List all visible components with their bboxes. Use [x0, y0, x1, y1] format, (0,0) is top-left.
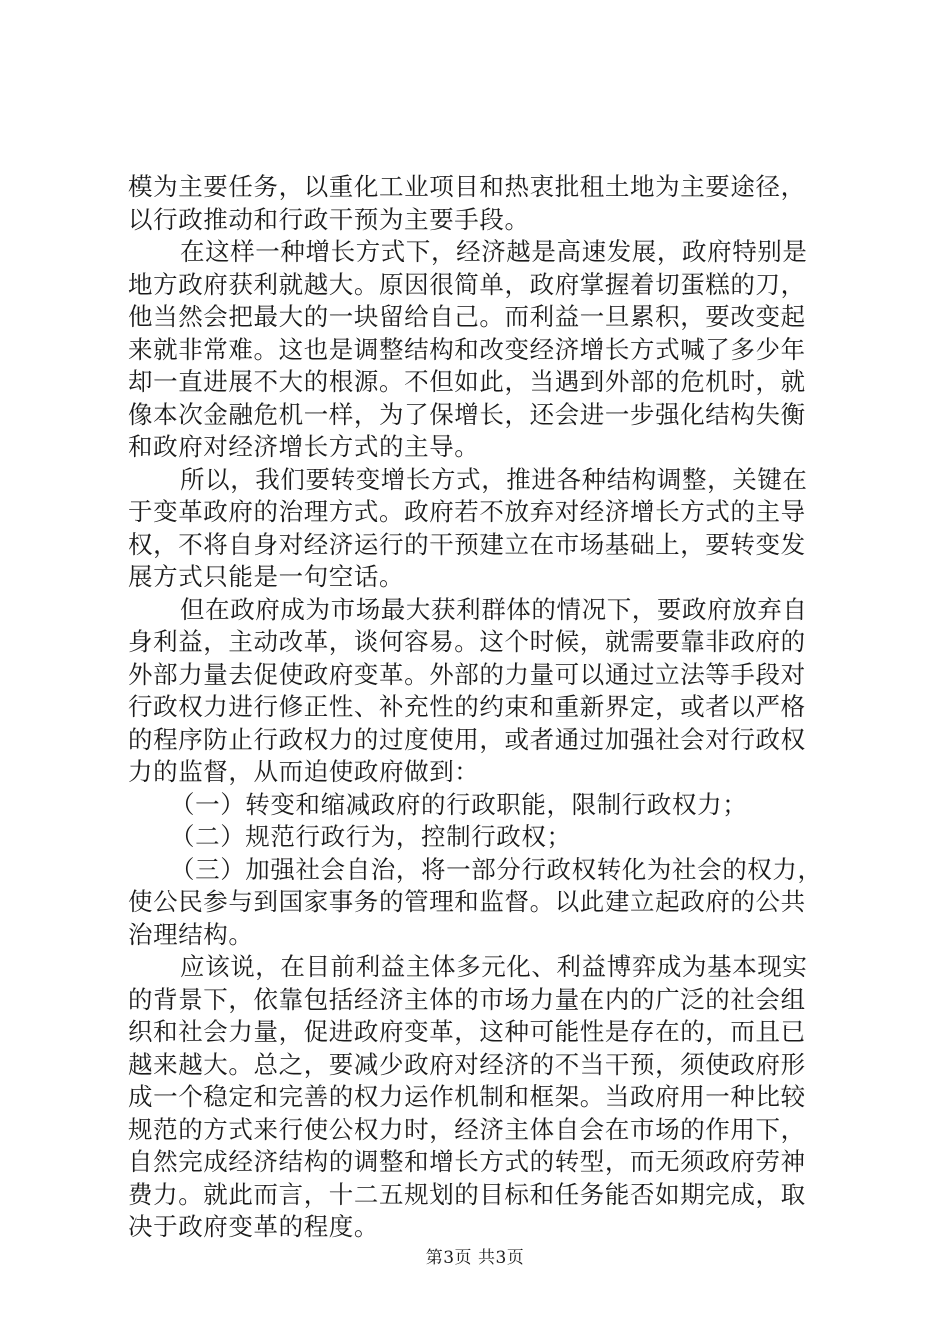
text-line: 却一直进展不大的根源。不但如此，当遇到外部的危机时，就 — [128, 367, 806, 396]
text-line: 使公民参与到国家事务的管理和监督。以此建立起政府的公共 — [128, 887, 806, 916]
list-item: （三）加强社会自治，将一部分行政权转化为社会的权力， — [170, 854, 823, 884]
text-line: 行政权力进行修正性、补充性的约束和重新界定，或者以严格 — [128, 692, 806, 721]
paragraph-first-line: 应该说，在目前利益主体多元化、利益博弈成为基本现实 — [180, 952, 808, 981]
text-line: 外部力量去促使政府变革。外部的力量可以通过立法等手段对 — [128, 659, 806, 689]
text-line: 身利益，主动改革，谈何容易。这个时候，就需要靠非政府的 — [128, 627, 806, 656]
text-line: 模为主要任务，以重化工业项目和热衷批租土地为主要途径， — [128, 172, 806, 201]
text-line: 决于政府变革的程度。 — [128, 1212, 379, 1241]
text-line: 权，不将自身对经济运行的干预建立在市场基础上，要转变发 — [128, 529, 806, 559]
text-line: 的背景下，依靠包括经济主体的市场力量在内的广泛的社会组 — [128, 984, 806, 1014]
text-line: 的程序防止行政权力的过度使用，或者通过加强社会对行政权 — [128, 724, 806, 754]
text-line: 地方政府获利就越大。原因很简单，政府掌握着切蛋糕的刀， — [128, 269, 806, 299]
text-line: 以行政推动和行政干预为主要手段。 — [128, 204, 530, 234]
paragraph-first-line: 但在政府成为市场最大获利群体的情况下，要政府放弃自 — [180, 594, 808, 624]
text-line: 力的监督，从而迫使政府做到： — [128, 757, 480, 786]
text-line: 成一个稳定和完善的权力运作机制和框架。当政府用一种比较 — [128, 1082, 806, 1111]
body-text — [128, 171, 833, 1244]
text-line: 于变革政府的治理方式。政府若不放弃对经济增长方式的主导 — [128, 497, 806, 526]
page-number: 第3页 共3页 — [425, 1248, 525, 1268]
text-line: 自然完成经济结构的调整和增长方式的转型，而无须政府劳神 — [128, 1147, 806, 1176]
text-line: 像本次金融危机一样，为了保增长，还会进一步强化结构失衡 — [128, 399, 806, 429]
text-line: 来就非常难。这也是调整结构和改变经济增长方式喊了多少年 — [128, 334, 806, 364]
text-line: 费力。就此而言，十二五规划的目标和任务能否如期完成，取 — [128, 1179, 806, 1209]
text-line: 规范的方式来行使公权力时，经济主体自会在市场的作用下， — [128, 1114, 806, 1144]
list-item: （二）规范行政行为，控制行政权； — [170, 822, 572, 851]
text-line: 织和社会力量，促进政府变革，这种可能性是存在的，而且已 — [128, 1017, 806, 1046]
text-line: 治理结构。 — [128, 919, 254, 949]
paragraph-first-line: 所以，我们要转变增长方式，推进各种结构调整，关键在 — [180, 464, 808, 494]
paragraph-first-line: 在这样一种增长方式下，经济越是高速发展，政府特别是 — [180, 237, 808, 266]
text-line: 和政府对经济增长方式的主导。 — [128, 432, 480, 461]
list-item: （一）转变和缩减政府的行政职能，限制行政权力； — [170, 789, 748, 819]
text-line: 越来越大。总之，要减少政府对经济的不当干预，须使政府形 — [128, 1049, 806, 1079]
text-line: 展方式只能是一句空话。 — [128, 562, 405, 591]
text-line: 他当然会把最大的一块留给自己。而利益一旦累积，要改变起 — [128, 302, 806, 331]
